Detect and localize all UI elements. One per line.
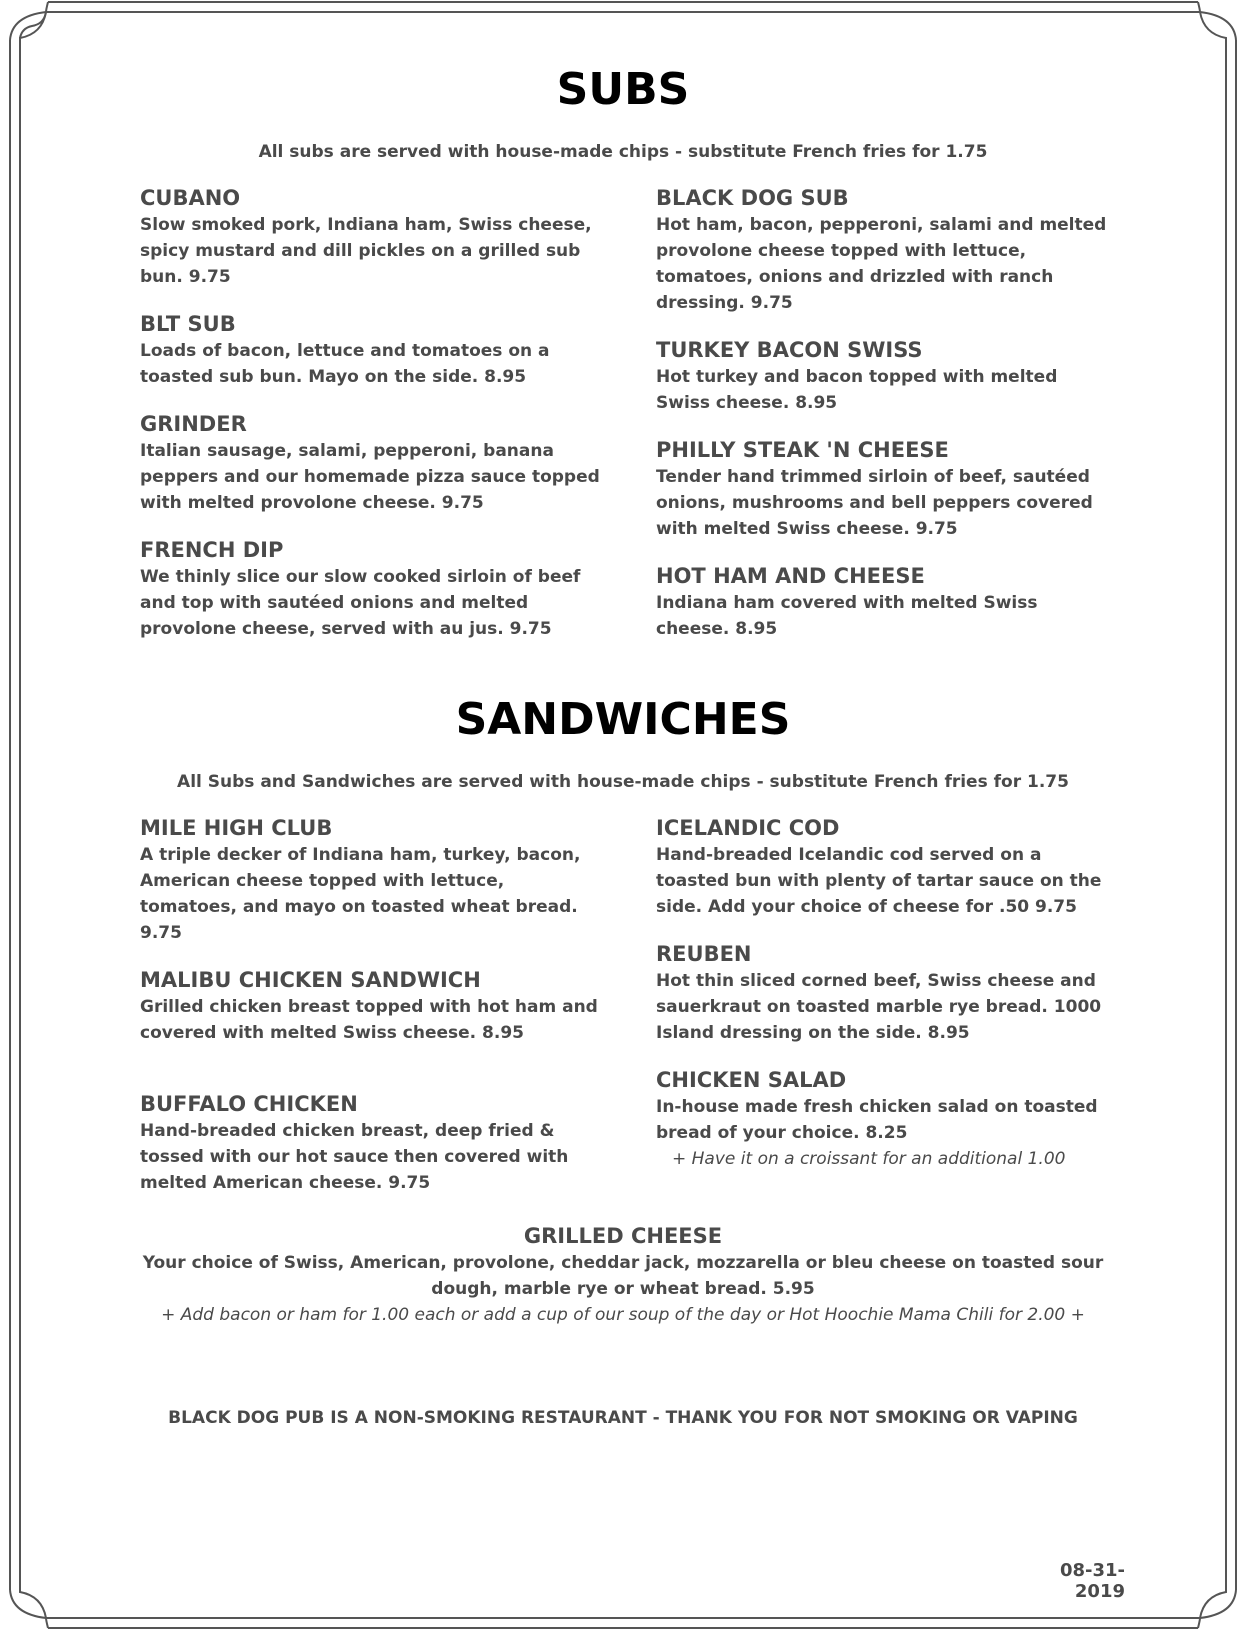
item-description: Hand-breaded Icelandic cod served on a toasted bun with plenty of tartar sauce on the side. Add your choice of cheese for .50 9.75 xyxy=(656,845,1102,917)
item-name: REUBEN xyxy=(656,942,752,966)
item-name: BUFFALO CHICKEN xyxy=(140,1092,358,1116)
item-description: Your choice of Swiss, American, provolone, cheddar jack, mozzarella or bleu cheese on toasted sour dough, marble rye or wheat bread. 5.95 xyxy=(142,1253,1104,1299)
item-description: Hot thin sliced corned beef, Swiss cheese and sauerkraut on toasted marble rye bread. 1000 Island dressing on the side. 8.95 xyxy=(656,971,1102,1043)
sandwiches-left-column xyxy=(140,814,600,1196)
menu-item xyxy=(656,814,1116,920)
item-description: Grilled chicken breast topped with hot ham and covered with melted Swiss cheese. 8.95 xyxy=(140,997,598,1043)
menu-item xyxy=(656,1066,1116,1172)
menu-item xyxy=(140,310,600,390)
sandwiches-right-column xyxy=(656,814,1116,1172)
menu-item xyxy=(140,966,600,1046)
item-description: Slow smoked pork, Indiana ham, Swiss cheese, spicy mustard and dill pickles on a grilled sub bun. 9.75 xyxy=(140,215,592,287)
menu-item xyxy=(140,1090,600,1196)
item-name: BLT SUB xyxy=(140,312,236,336)
menu-item xyxy=(656,436,1116,542)
menu-item xyxy=(656,562,1116,642)
sandwiches-title: SANDWICHES xyxy=(455,694,791,745)
item-description: We thinly slice our slow cooked sirloin of beef and top with sautéed onions and melted provolone cheese, served with au jus. 9.75 xyxy=(140,567,581,639)
item-description: Hot turkey and bacon topped with melted Swiss cheese. 8.95 xyxy=(656,367,1058,413)
menu-date: 08-31-2019 xyxy=(1059,1560,1125,1602)
grilled-cheese-item xyxy=(130,1222,1116,1328)
non-smoking-notice: BLACK DOG PUB IS A NON-SMOKING RESTAURANT - THANK YOU FOR NOT SMOKING OR VAPING xyxy=(168,1408,1078,1428)
item-description: Tender hand trimmed sirloin of beef, sautéed onions, mushrooms and bell peppers covered with melted Swiss cheese. 9.75 xyxy=(656,467,1093,539)
subs-title: SUBS xyxy=(556,64,690,115)
item-name: TURKEY BACON SWISS xyxy=(656,338,923,362)
item-description: A triple decker of Indiana ham, turkey, bacon, American cheese topped with lettuce, tomatoes, and mayo on toasted wheat bread. 9.75 xyxy=(140,845,581,943)
menu-item xyxy=(656,940,1116,1046)
menu-item xyxy=(140,410,600,516)
item-name: HOT HAM AND CHEESE xyxy=(656,564,925,588)
sandwiches-subtitle: All Subs and Sandwiches are served with house-made chips - substitute French fries for 1.75 xyxy=(177,772,1069,792)
item-name: MALIBU CHICKEN SANDWICH xyxy=(140,968,481,992)
item-description: Loads of bacon, lettuce and tomatoes on a toasted sub bun. Mayo on the side. 8.95 xyxy=(140,341,550,387)
item-name: FRENCH DIP xyxy=(140,538,284,562)
item-description: Italian sausage, salami, pepperoni, banana peppers and our homemade pizza sauce topped with melted provolone cheese. 9.75 xyxy=(140,441,600,513)
item-description: In-house made fresh chicken salad on toasted bread of your choice. 8.25 xyxy=(656,1097,1098,1143)
item-name: MILE HIGH CLUB xyxy=(140,816,333,840)
item-description: Hand-breaded chicken breast, deep fried & tossed with our hot sauce then covered with melted American cheese. 9.75 xyxy=(140,1121,569,1193)
item-name: PHILLY STEAK 'N CHEESE xyxy=(656,438,949,462)
item-description: Hot ham, bacon, pepperoni, salami and melted provolone cheese topped with lettuce, tomatoes, onions and drizzled with ranch dressing. 9.75 xyxy=(656,215,1107,313)
item-name: GRINDER xyxy=(140,412,247,436)
menu-item xyxy=(656,184,1116,316)
item-name: ICELANDIC COD xyxy=(656,816,840,840)
menu-item xyxy=(140,536,600,642)
item-note: + Add bacon or ham for 1.00 each or add a cup of our soup of the day or Hot Hoochie Mama Chili for 2.00 + xyxy=(161,1305,1085,1325)
subs-subtitle: All subs are served with house-made chips - substitute French fries for 1.75 xyxy=(258,142,988,162)
item-name: CUBANO xyxy=(140,186,241,210)
item-name: GRILLED CHEESE xyxy=(523,1224,723,1248)
item-name: CHICKEN SALAD xyxy=(656,1068,847,1092)
subs-right-column xyxy=(656,184,1116,642)
item-note: + Have it on a croissant for an additional 1.00 xyxy=(672,1149,1066,1169)
menu-item xyxy=(656,336,1116,416)
item-name: BLACK DOG SUB xyxy=(656,186,849,210)
menu-item xyxy=(140,184,600,290)
item-description: Indiana ham covered with melted Swiss cheese. 8.95 xyxy=(656,593,1038,639)
menu-item xyxy=(140,814,600,946)
subs-left-column xyxy=(140,184,600,642)
